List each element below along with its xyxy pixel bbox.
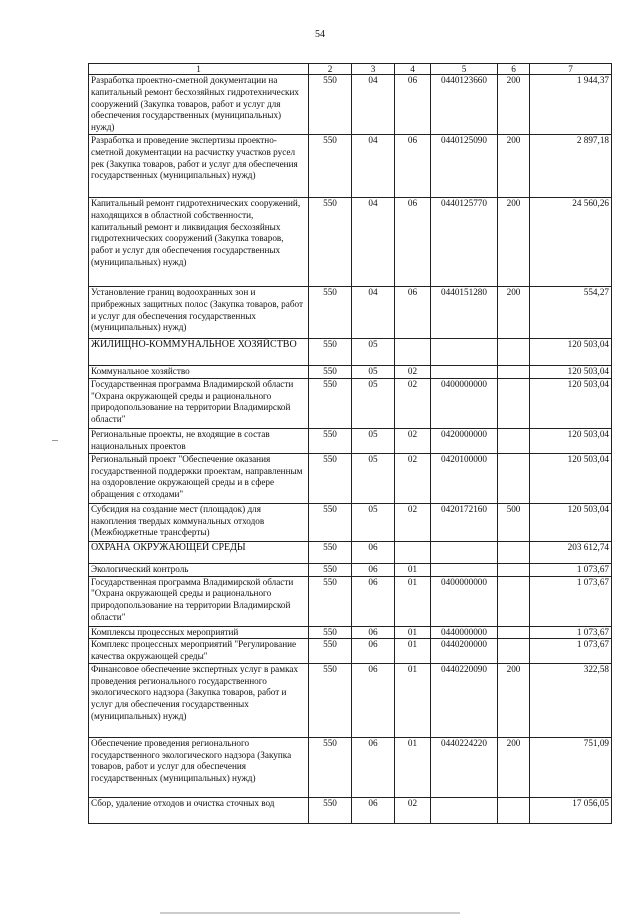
cell-target-item: 0440125770 xyxy=(431,198,498,287)
cell-section: 04 xyxy=(352,135,395,198)
row-name: Обеспечение проведения регионального государственного экологического надзора (Закупка товаров, работ и услуг для обеспечения государственных (муниципальных) нужд) xyxy=(89,737,309,797)
cell-admin-code: 550 xyxy=(309,75,352,135)
column-header: 5 xyxy=(431,64,498,75)
column-header: 2 xyxy=(309,64,352,75)
row-name: Сбор, удаление отходов и очистка сточных вод xyxy=(89,797,309,823)
cell-amount: 322,58 xyxy=(530,663,612,737)
cell-target-item: 0440123660 xyxy=(431,75,498,135)
cell-amount: 120 503,04 xyxy=(530,339,612,366)
cell-target-item: 0440224220 xyxy=(431,737,498,797)
cell-amount: 120 503,04 xyxy=(530,378,612,428)
cell-admin-code: 550 xyxy=(309,626,352,639)
cell-target-item: 0440200000 xyxy=(431,639,498,664)
table-row xyxy=(89,563,612,576)
cell-target-item: 0440151280 xyxy=(431,287,498,339)
cell-expense-type xyxy=(498,428,530,453)
cell-amount: 120 503,04 xyxy=(530,428,612,453)
cell-amount: 751,09 xyxy=(530,737,612,797)
cell-section: 04 xyxy=(352,75,395,135)
page-number: 54 xyxy=(315,29,325,40)
cell-admin-code: 550 xyxy=(309,797,352,823)
cell-target-item xyxy=(431,366,498,379)
table-row xyxy=(89,541,612,563)
cell-section: 05 xyxy=(352,366,395,379)
cell-amount: 2 897,18 xyxy=(530,135,612,198)
cell-subsection: 01 xyxy=(395,563,431,576)
row-name: ОХРАНА ОКРУЖАЮЩЕЙ СРЕДЫ xyxy=(89,541,309,563)
budget-table xyxy=(88,63,612,824)
cell-admin-code: 550 xyxy=(309,503,352,541)
cell-section: 05 xyxy=(352,453,395,503)
column-header: 1 xyxy=(89,64,309,75)
cell-expense-type: 500 xyxy=(498,503,530,541)
cell-amount: 24 560,26 xyxy=(530,198,612,287)
cell-subsection: 02 xyxy=(395,428,431,453)
table-row xyxy=(89,453,612,503)
cell-section: 05 xyxy=(352,378,395,428)
cell-subsection: 02 xyxy=(395,453,431,503)
cell-subsection: 02 xyxy=(395,378,431,428)
cell-admin-code: 550 xyxy=(309,453,352,503)
cell-subsection xyxy=(395,541,431,563)
cell-section: 06 xyxy=(352,663,395,737)
table-header-row xyxy=(89,64,612,75)
cell-expense-type: 200 xyxy=(498,75,530,135)
cell-subsection: 02 xyxy=(395,797,431,823)
cell-admin-code: 550 xyxy=(309,198,352,287)
cell-expense-type xyxy=(498,366,530,379)
cell-amount: 1 073,67 xyxy=(530,626,612,639)
cell-expense-type xyxy=(498,626,530,639)
cell-target-item: 0420172160 xyxy=(431,503,498,541)
column-header: 3 xyxy=(352,64,395,75)
table-row xyxy=(89,737,612,797)
cell-section: 05 xyxy=(352,339,395,366)
cell-section: 06 xyxy=(352,639,395,664)
cell-target-item: 0440125090 xyxy=(431,135,498,198)
cell-target-item xyxy=(431,339,498,366)
cell-expense-type xyxy=(498,339,530,366)
cell-subsection: 06 xyxy=(395,135,431,198)
row-name: Региональный проект "Обеспечение оказания государственной поддержки проектам, направленным на оздоровление окружающей среды и в сфере обращения с отходами" xyxy=(89,453,309,503)
cell-admin-code: 550 xyxy=(309,541,352,563)
cell-amount: 120 503,04 xyxy=(530,453,612,503)
cell-target-item: 0440000000 xyxy=(431,626,498,639)
cell-subsection: 02 xyxy=(395,503,431,541)
cell-subsection: 06 xyxy=(395,198,431,287)
cell-admin-code: 550 xyxy=(309,563,352,576)
cell-amount: 120 503,04 xyxy=(530,366,612,379)
row-name: Коммунальное хозяйство xyxy=(89,366,309,379)
cell-target-item: 0420000000 xyxy=(431,428,498,453)
cell-subsection: 01 xyxy=(395,626,431,639)
table-row xyxy=(89,663,612,737)
cell-target-item: 0440220090 xyxy=(431,663,498,737)
row-name: Государственная программа Владимирской области "Охрана окружающей среды и рационального природопользование на территории Владимирской области" xyxy=(89,378,309,428)
table-row xyxy=(89,135,612,198)
cell-admin-code: 550 xyxy=(309,135,352,198)
cell-subsection xyxy=(395,339,431,366)
table-row xyxy=(89,626,612,639)
cell-expense-type: 200 xyxy=(498,287,530,339)
cell-section: 05 xyxy=(352,428,395,453)
cell-subsection: 01 xyxy=(395,639,431,664)
row-name: Комплекс процессных мероприятий "Регулирование качества окружающей среды" xyxy=(89,639,309,664)
scan-margin-mark xyxy=(52,440,58,441)
scan-bottom-edge xyxy=(160,912,460,914)
column-header: 4 xyxy=(395,64,431,75)
cell-subsection: 06 xyxy=(395,287,431,339)
cell-amount: 1 073,67 xyxy=(530,563,612,576)
column-header: 7 xyxy=(530,64,612,75)
cell-amount: 17 056,05 xyxy=(530,797,612,823)
row-name: Комплексы процессных мероприятий xyxy=(89,626,309,639)
cell-subsection: 06 xyxy=(395,75,431,135)
table-row xyxy=(89,639,612,664)
cell-expense-type: 200 xyxy=(498,737,530,797)
cell-section: 06 xyxy=(352,797,395,823)
row-name: Капитальный ремонт гидротехнических сооружений, находящихся в областной собственности, капитальный ремонт и ликвидация бесхозяйных гидротехнических сооружений (Закупка товаров, работ и услуг для обеспечения государственных (муниципальных) нужд) xyxy=(89,198,309,287)
cell-expense-type: 200 xyxy=(498,198,530,287)
cell-amount: 1 073,67 xyxy=(530,576,612,626)
cell-expense-type xyxy=(498,378,530,428)
cell-expense-type xyxy=(498,576,530,626)
table-row xyxy=(89,287,612,339)
row-name: Финансовое обеспечение экспертных услуг в рамках проведения регионального государственного экологического надзора (Закупка товаров, работ и услуг для обеспечения государственных (муниципальных) нужд) xyxy=(89,663,309,737)
cell-admin-code: 550 xyxy=(309,663,352,737)
table-row xyxy=(89,366,612,379)
cell-admin-code: 550 xyxy=(309,339,352,366)
cell-admin-code: 550 xyxy=(309,287,352,339)
table-row xyxy=(89,797,612,823)
cell-target-item xyxy=(431,797,498,823)
column-header: 6 xyxy=(498,64,530,75)
cell-amount: 120 503,04 xyxy=(530,503,612,541)
cell-section: 06 xyxy=(352,563,395,576)
cell-expense-type: 200 xyxy=(498,663,530,737)
cell-target-item: 0400000000 xyxy=(431,378,498,428)
row-name: Разработка и проведение экспертизы проектно-сметной документации на расчистку участков русел рек (Закупка товаров, работ и услуг для обеспечения государственных (муниципальных) нужд) xyxy=(89,135,309,198)
cell-amount: 554,27 xyxy=(530,287,612,339)
cell-section: 04 xyxy=(352,198,395,287)
cell-admin-code: 550 xyxy=(309,737,352,797)
table-row xyxy=(89,75,612,135)
cell-expense-type xyxy=(498,563,530,576)
cell-subsection: 01 xyxy=(395,576,431,626)
cell-expense-type xyxy=(498,453,530,503)
cell-target-item xyxy=(431,541,498,563)
cell-subsection: 01 xyxy=(395,663,431,737)
cell-target-item xyxy=(431,563,498,576)
cell-expense-type xyxy=(498,639,530,664)
cell-amount: 1 944,37 xyxy=(530,75,612,135)
cell-section: 04 xyxy=(352,287,395,339)
cell-admin-code: 550 xyxy=(309,576,352,626)
cell-admin-code: 550 xyxy=(309,428,352,453)
cell-expense-type: 200 xyxy=(498,135,530,198)
cell-amount: 1 073,67 xyxy=(530,639,612,664)
cell-expense-type xyxy=(498,797,530,823)
cell-section: 06 xyxy=(352,541,395,563)
row-name: Разработка проектно-сметной документации на капитальный ремонт бесхозяйных гидротехнических сооружений (Закупка товаров, работ и услуг для обеспечения государственных (муниципальных) нужд) xyxy=(89,75,309,135)
row-name: Региональные проекты, не входящие в состав национальных проектов xyxy=(89,428,309,453)
table-row xyxy=(89,503,612,541)
cell-expense-type xyxy=(498,541,530,563)
cell-subsection: 01 xyxy=(395,737,431,797)
cell-amount: 203 612,74 xyxy=(530,541,612,563)
row-name: Государственная программа Владимирской области "Охрана окружающей среды и рационального природопользование на территории Владимирской области" xyxy=(89,576,309,626)
cell-section: 06 xyxy=(352,626,395,639)
cell-target-item: 0400000000 xyxy=(431,576,498,626)
table-row xyxy=(89,339,612,366)
cell-subsection: 02 xyxy=(395,366,431,379)
row-name: Субсидия на создание мест (площадок) для накопления твердых коммунальных отходов (Межбюджетные трансферты) xyxy=(89,503,309,541)
table-row xyxy=(89,576,612,626)
cell-admin-code: 550 xyxy=(309,366,352,379)
cell-admin-code: 550 xyxy=(309,378,352,428)
cell-section: 05 xyxy=(352,503,395,541)
row-name: ЖИЛИЩНО-КОММУНАЛЬНОЕ ХОЗЯЙСТВО xyxy=(89,339,309,366)
table-row xyxy=(89,428,612,453)
table-row xyxy=(89,378,612,428)
cell-section: 06 xyxy=(352,576,395,626)
cell-admin-code: 550 xyxy=(309,639,352,664)
row-name: Экологический контроль xyxy=(89,563,309,576)
cell-section: 06 xyxy=(352,737,395,797)
row-name: Установление границ водоохранных зон и прибрежных защитных полос (Закупка товаров, работ и услуг для обеспечения государственных (муниципальных) нужд) xyxy=(89,287,309,339)
cell-target-item: 0420100000 xyxy=(431,453,498,503)
table-row xyxy=(89,198,612,287)
